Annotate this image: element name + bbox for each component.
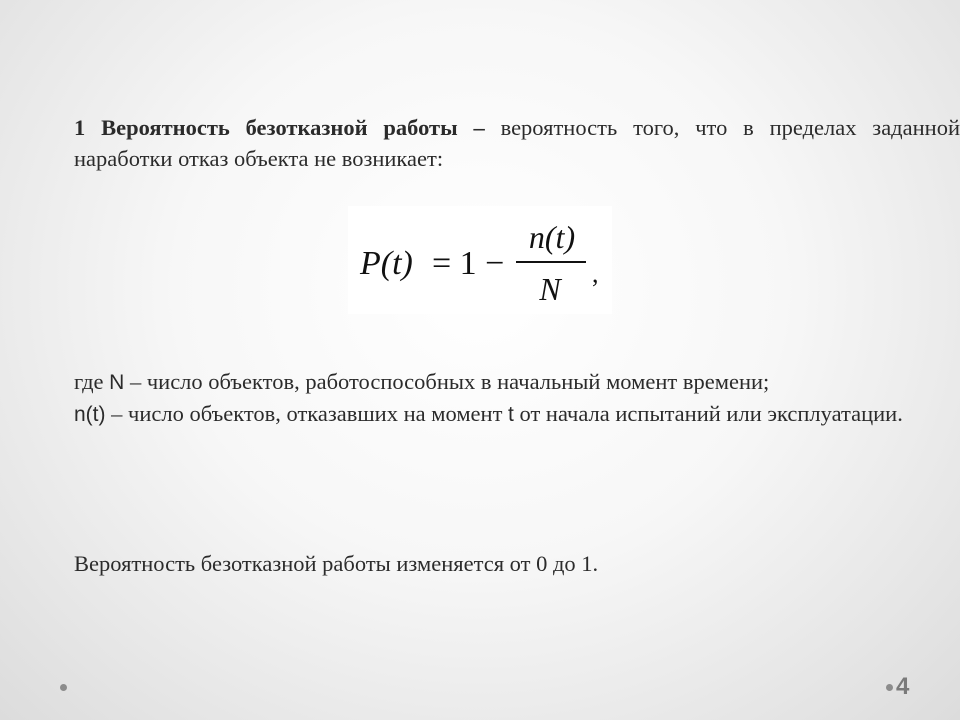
symbol-t: t <box>508 403 514 426</box>
symbol-nt: n(t) <box>74 403 106 426</box>
formula-denominator: N <box>539 271 561 307</box>
where-line2-end: от начала испытаний или эксплуатации. <box>513 401 903 426</box>
where-paragraph <box>38 366 924 430</box>
footer-dot-right <box>886 684 893 691</box>
range-paragraph: Вероятность безотказной работы изменяется от 0 до 1. <box>74 551 599 576</box>
formula-equals-one-minus: = 1 − <box>432 245 505 282</box>
formula-comma: , <box>592 259 599 288</box>
where-line-nt <box>38 398 924 430</box>
symbol-N: N <box>109 371 125 394</box>
formula-numerator: n(t) <box>528 219 576 255</box>
where-prefix: где <box>74 369 110 394</box>
where-line-n <box>38 366 924 398</box>
page-number: 4 <box>896 673 910 700</box>
where-line2-text: – число объектов, отказавших на момент <box>105 401 509 426</box>
footer-dot-left <box>60 684 67 691</box>
where-line1-text: – число объектов, работоспособных в начальный момент времени; <box>124 369 770 394</box>
definition-paragraph <box>38 112 960 174</box>
formula-image <box>348 206 612 314</box>
definition-text: вероятность того, что в пределах заданной наработки отказ объекта не возникает: <box>74 115 960 171</box>
definition-term: 1 Вероятность безотказной работы – <box>74 115 485 140</box>
formula-svg <box>348 206 612 314</box>
formula-lhs: P(t) <box>360 245 413 282</box>
